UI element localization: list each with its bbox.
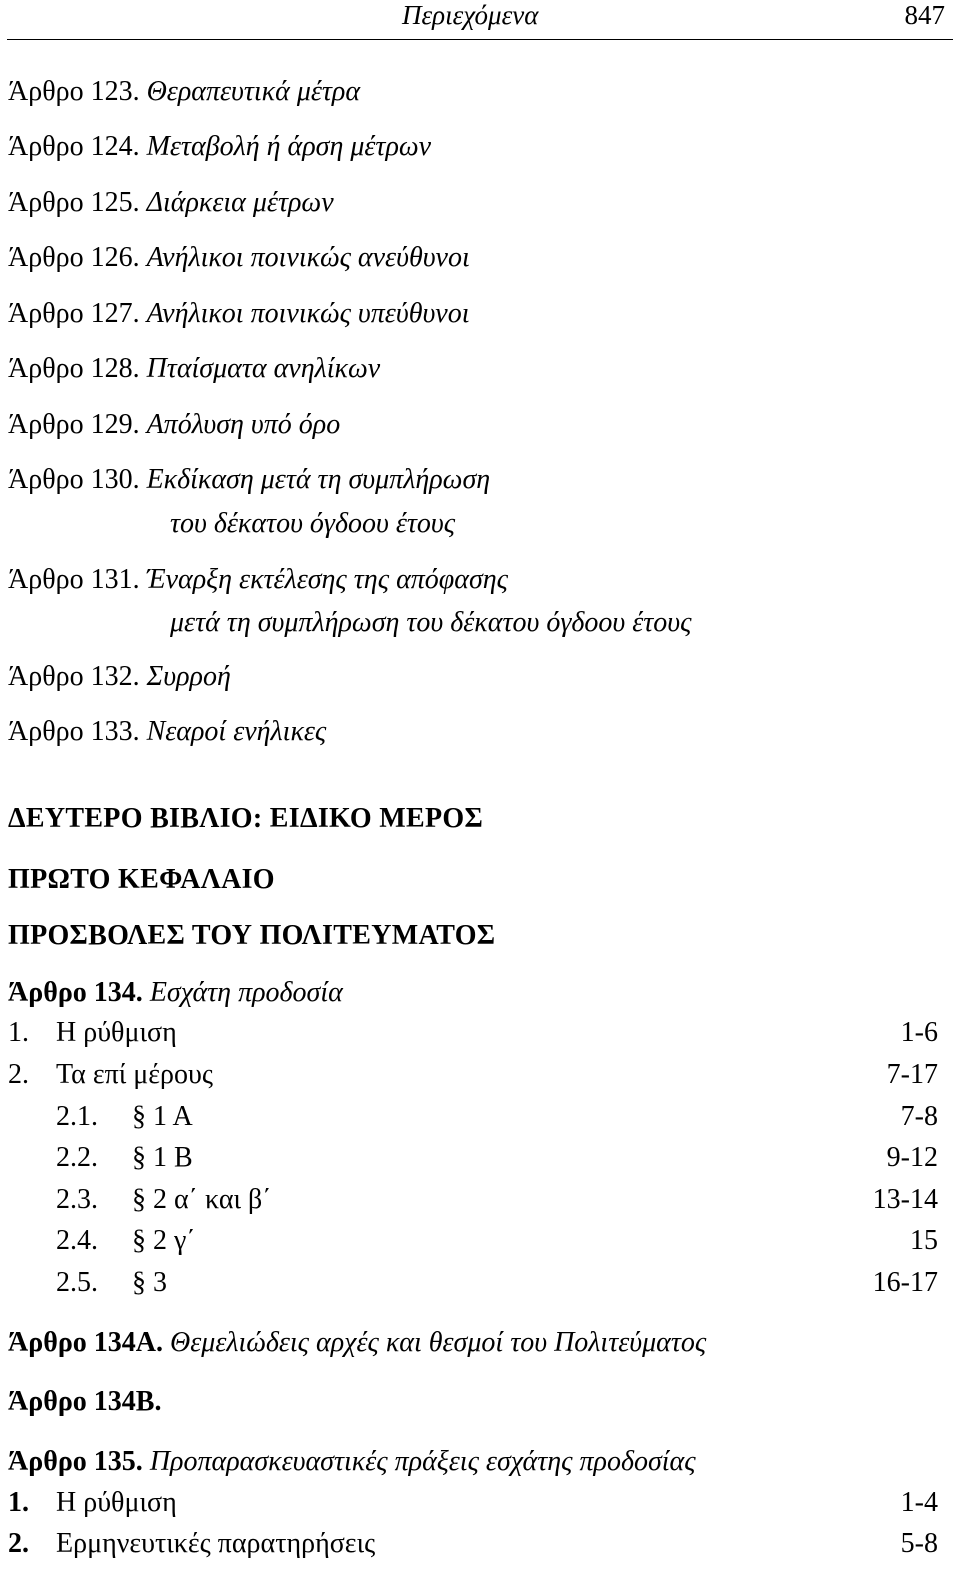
toc-item-range: 1-6 (900, 1017, 938, 1048)
toc-subitem-range: 15 (910, 1225, 938, 1256)
header-rule (7, 39, 953, 40)
toc-subitem-num: 2.4. (56, 1225, 98, 1256)
toc-subitem-label: § 2 α΄ και β΄ (132, 1184, 272, 1215)
toc-subitem-range: 13-14 (872, 1184, 938, 1215)
toc-item-label: Τα επί μέρους (56, 1059, 213, 1090)
toc-item-range: 5-8 (900, 1528, 938, 1559)
toc-subitem-num: 2.2. (56, 1142, 98, 1173)
toc-item-num: 1. (8, 1487, 29, 1518)
toc-item-range: 1-4 (900, 1487, 938, 1518)
toc-item-num: 2. (8, 1059, 29, 1090)
toc-item-range: 7-17 (886, 1059, 938, 1090)
toc-article-134a: Άρθρο 134Α. Θεμελιώδεις αρχές και θεσμοί του Πολιτεύματος (8, 1327, 707, 1358)
toc-subitem-range: 7-8 (900, 1101, 938, 1132)
toc-article-135: Άρθρο 135. Προπαρασκευαστικές πράξεις εσχάτης προδοσίας (8, 1446, 696, 1477)
toc-article-126: Άρθρο 126. Ανήλικοι ποινικώς ανεύθυνοι (8, 242, 470, 273)
toc-article-134b: Άρθρο 134Β. (8, 1386, 162, 1417)
toc-item-label: Ερμηνευτικές παρατηρήσεις (56, 1528, 376, 1559)
toc-article-130-continuation: του δέκατου όγδοου έτους (170, 508, 456, 539)
toc-article-131: Άρθρο 131. Έναρξη εκτέλεσης της απόφασης (8, 564, 509, 595)
chapter-title-heading: ΠΡΟΣΒΟΛΕΣ ΤΟΥ ΠΟΛΙΤΕΥΜΑΤΟΣ (8, 920, 496, 951)
toc-subitem-num: 2.1. (56, 1101, 98, 1132)
toc-article-129: Άρθρο 129. Απόλυση υπό όρο (8, 409, 341, 440)
toc-article-124: Άρθρο 124. Μεταβολή ή άρση μέτρων (8, 131, 432, 162)
toc-item-num: 2. (8, 1528, 29, 1559)
toc-item-num: 1. (8, 1017, 29, 1048)
running-header-title: Περιεχόμενα (402, 0, 539, 30)
toc-subitem-label: § 3 (132, 1267, 167, 1298)
toc-article-131-continuation: μετά τη συμπλήρωση του δέκατου όγδοου έτους (170, 607, 692, 638)
toc-subitem-num: 2.5. (56, 1267, 98, 1298)
book-heading: ΔΕΥΤΕΡΟ ΒΙΒΛΙΟ: ΕΙΔΙΚΟ ΜΕΡΟΣ (8, 803, 484, 834)
chapter-heading: ΠΡΩΤΟ ΚΕΦΑΛΑΙΟ (8, 864, 275, 895)
toc-item-label: Η ρύθμιση (56, 1487, 177, 1518)
page-number: 847 (904, 0, 945, 30)
toc-article-123: Άρθρο 123. Θεραπευτικά μέτρα (8, 76, 361, 107)
toc-article-125: Άρθρο 125. Διάρκεια μέτρων (8, 187, 334, 218)
toc-article-132: Άρθρο 132. Συρροή (8, 661, 231, 692)
toc-article-133: Άρθρο 133. Νεαροί ενήλικες (8, 716, 327, 747)
toc-subitem-range: 9-12 (886, 1142, 938, 1173)
toc-article-128: Άρθρο 128. Πταίσματα ανηλίκων (8, 353, 381, 384)
toc-item-label: Η ρύθμιση (56, 1017, 177, 1048)
toc-subitem-num: 2.3. (56, 1184, 98, 1215)
toc-article-127: Άρθρο 127. Ανήλικοι ποινικώς υπεύθυνοι (8, 298, 470, 329)
toc-article-134: Άρθρο 134. Εσχάτη προδοσία (8, 977, 343, 1008)
toc-subitem-range: 16-17 (872, 1267, 938, 1298)
toc-article-130: Άρθρο 130. Εκδίκαση μετά τη συμπλήρωση (8, 464, 491, 495)
toc-subitem-label: § 1 Α (132, 1101, 193, 1132)
toc-subitem-label: § 1 Β (132, 1142, 193, 1173)
toc-subitem-label: § 2 γ΄ (132, 1225, 196, 1256)
